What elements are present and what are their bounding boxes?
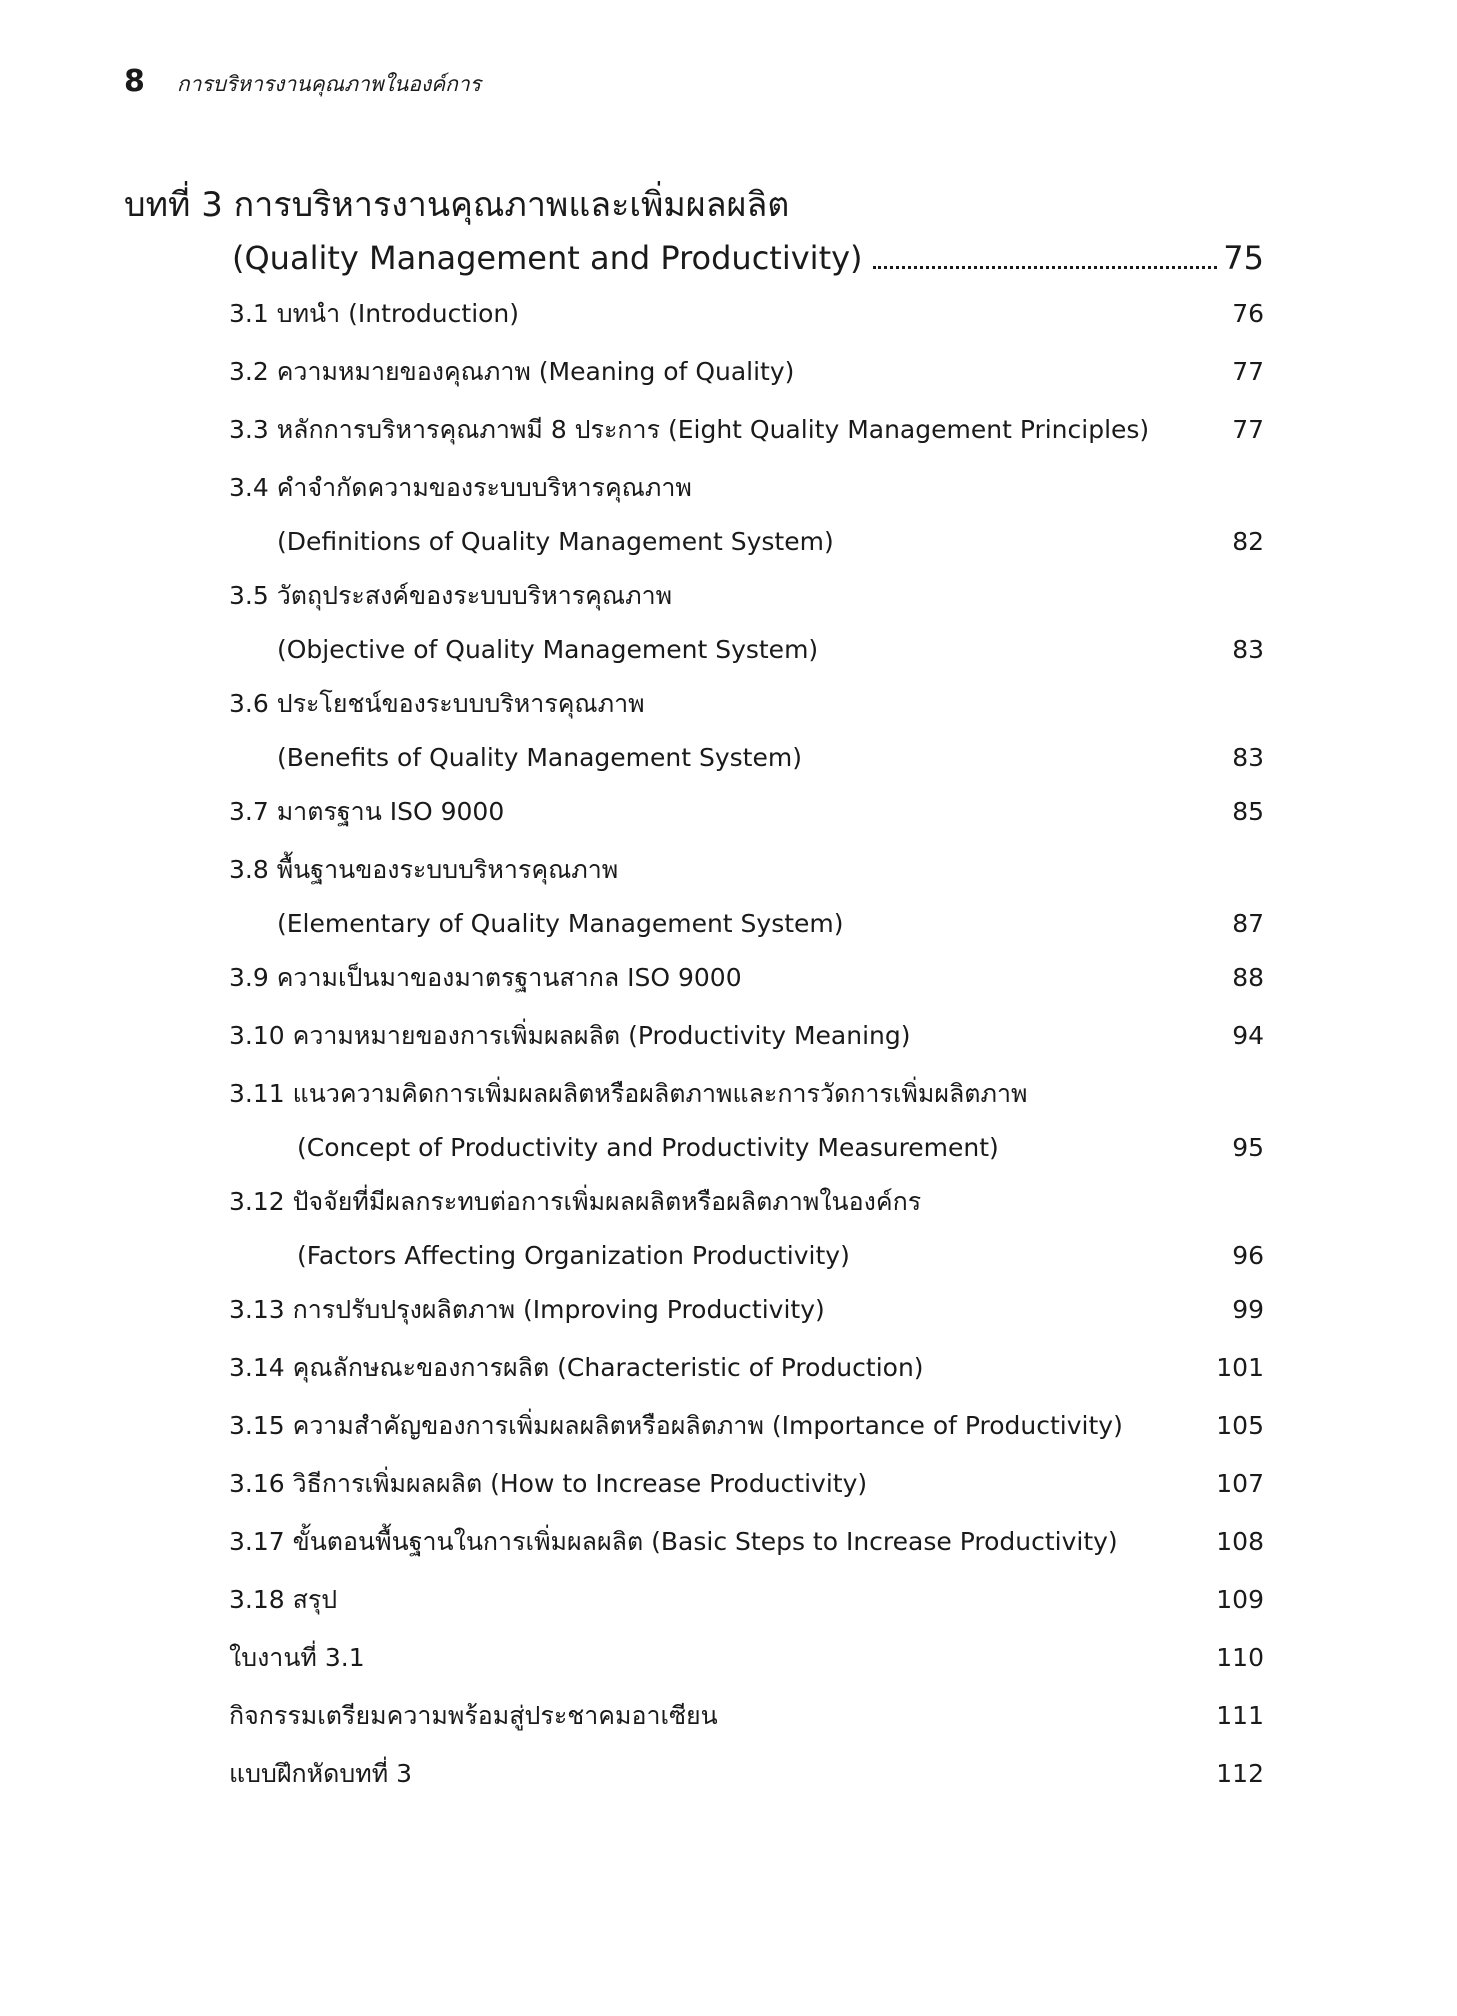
chapter-title-english-row [232,234,1264,282]
toc-entry-title: 3.12 ปัจจัยที่มีผลกระทบต่อการเพิ่มผลผลิตหรือผลิตภาพในองค์กร [229,1187,922,1216]
toc-entry-subtitle: (Elementary of Quality Management System) [277,909,844,938]
toc-entry-title: 3.11 แนวความคิดการเพิ่มผลผลิตหรือผลิตภาพและการวัดการเพิ่มผลิตภาพ [229,1079,1028,1108]
toc-entry[interactable] [229,783,1264,841]
toc-entry[interactable] [229,949,1264,1007]
toc-entry-title: 3.18 สรุป [229,1585,338,1614]
toc-entry-page: 99 [1232,1295,1264,1324]
toc-entry[interactable] [229,1173,1264,1281]
toc-entry-subtitle: (Definitions of Quality Management System) [277,527,834,556]
toc-entry[interactable] [229,1513,1264,1571]
toc-entry-title: 3.9 ความเป็นมาของมาตรฐานสากล ISO 9000 [229,963,742,992]
toc-entry-page: 95 [1232,1133,1264,1162]
toc-entry-title: 3.14 คุณลักษณะของการผลิต (Characteristic of Production) [229,1353,924,1382]
page-header [124,64,481,104]
toc-entry[interactable] [229,1687,1264,1745]
chapter-title-thai: บทที่ 3 การบริหารงานคุณภาพและเพิ่มผลผลิต [124,185,790,225]
toc-entry[interactable] [229,567,1264,675]
toc-entry-subtitle: (Objective of Quality Management System) [277,635,819,664]
toc-entry-page: 110 [1216,1643,1264,1672]
toc-entry-title: แบบฝึกหัดบทที่ 3 [229,1759,413,1788]
toc-entry-page: 83 [1232,635,1264,664]
toc-entry-title: 3.4 คำจำกัดความของระบบบริหารคุณภาพ [229,473,692,502]
toc-entry-title: 3.8 พื้นฐานของระบบบริหารคุณภาพ [229,855,619,884]
toc-entry[interactable] [229,285,1264,343]
toc-entry[interactable] [229,1339,1264,1397]
toc-entry-page: 76 [1232,299,1264,328]
toc-entry-page: 111 [1216,1701,1264,1730]
toc-entry-title: 3.1 บทนำ (Introduction) [229,299,520,328]
toc-entry-title: 3.17 ขั้นตอนพื้นฐานในการเพิ่มผลผลิต (Basic Steps to Increase Productivity) [229,1527,1118,1556]
toc-entry-page: 77 [1232,415,1264,444]
toc-entry-title: 3.2 ความหมายของคุณภาพ (Meaning of Quality) [229,357,795,386]
toc-entry[interactable] [229,675,1264,783]
toc-entry[interactable] [229,459,1264,567]
toc-entry-subtitle: (Benefits of Quality Management System) [277,743,802,772]
toc-entry-title: 3.3 หลักการบริหารคุณภาพมี 8 ประการ (Eight Quality Management Principles) [229,415,1150,444]
toc-entry[interactable] [229,841,1264,949]
toc-entry-page: 107 [1216,1469,1264,1498]
toc-entry-title: 3.6 ประโยชน์ของระบบบริหารคุณภาพ [229,689,645,718]
toc-entry-title: 3.13 การปรับปรุงผลิตภาพ (Improving Productivity) [229,1295,825,1324]
toc-entry-title: กิจกรรมเตรียมความพร้อมสู่ประชาคมอาเซียน [229,1701,718,1730]
toc-entry-page: 96 [1232,1241,1264,1270]
toc-entry-page: 109 [1216,1585,1264,1614]
toc-entry[interactable] [229,1629,1264,1687]
toc-entry-title: 3.7 มาตรฐาน ISO 9000 [229,797,505,826]
toc-entry-subtitle: (Factors Affecting Organization Productivity) [297,1241,850,1270]
toc-entry-page: 112 [1216,1759,1264,1788]
toc-entry[interactable] [229,1065,1264,1173]
toc-entry-title: 3.5 วัตถุประสงค์ของระบบบริหารคุณภาพ [229,581,673,610]
toc-entry[interactable] [229,401,1264,459]
toc-entry[interactable] [229,1281,1264,1339]
toc-entry-page: 94 [1232,1021,1264,1050]
toc-entry-title: 3.15 ความสำคัญของการเพิ่มผลผลิตหรือผลิตภาพ (Importance of Productivity) [229,1411,1123,1440]
toc-entry-subtitle: (Concept of Productivity and Productivity Measurement) [297,1133,999,1162]
toc-entry-page: 82 [1232,527,1264,556]
toc-entry-title: 3.10 ความหมายของการเพิ่มผลผลิต (Productivity Meaning) [229,1021,911,1050]
toc-entry-page: 87 [1232,909,1264,938]
toc-entry[interactable] [229,1007,1264,1065]
table-of-contents [229,285,1264,1803]
toc-entry-page: 108 [1216,1527,1264,1556]
chapter-title-english: (Quality Management and Productivity) [232,239,863,277]
toc-entry[interactable] [229,1455,1264,1513]
book-title: การบริหารงานคุณภาพในองค์การ [176,72,481,96]
toc-entry-page: 85 [1232,797,1264,826]
chapter-page-number: 75 [1223,239,1264,277]
toc-entry[interactable] [229,343,1264,401]
toc-entry-page: 105 [1216,1411,1264,1440]
toc-entry[interactable] [229,1397,1264,1455]
toc-entry-title: 3.16 วิธีการเพิ่มผลผลิต (How to Increase Productivity) [229,1469,868,1498]
toc-entry-title: ใบงานที่ 3.1 [229,1643,365,1672]
toc-entry[interactable] [229,1571,1264,1629]
dot-leader [873,266,1218,269]
page-number: 8 [124,64,145,99]
toc-entry-page: 101 [1216,1353,1264,1382]
chapter-heading [124,180,1264,282]
toc-entry[interactable] [229,1745,1264,1803]
toc-entry-page: 88 [1232,963,1264,992]
toc-entry-page: 83 [1232,743,1264,772]
toc-entry-page: 77 [1232,357,1264,386]
